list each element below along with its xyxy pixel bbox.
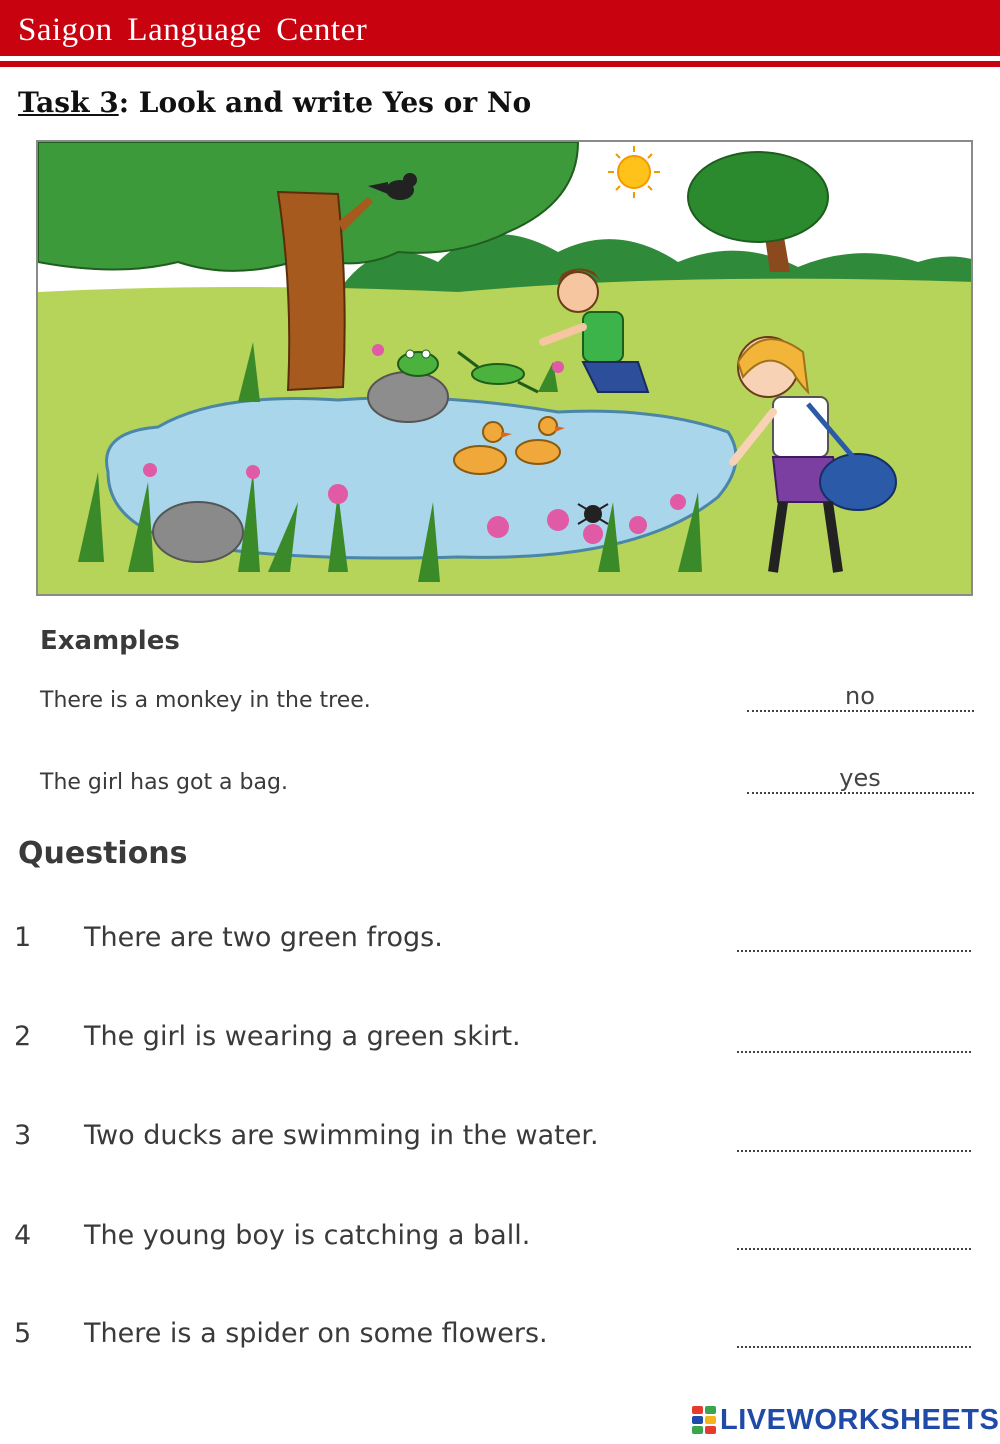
example-text: The girl has got a bag.	[40, 770, 288, 795]
question-text: The girl is wearing a green skirt.	[84, 1021, 521, 1052]
rock-bottom	[153, 502, 243, 562]
example-answer: no	[845, 682, 875, 710]
center-name: Saigon Language Center	[18, 12, 368, 48]
liveworksheets-brand: LIVEWORKSHEETS	[720, 1403, 1000, 1436]
example-answer: yes	[839, 764, 881, 792]
questions-heading: Questions	[18, 836, 188, 871]
question-number: 3	[14, 1120, 32, 1151]
answer-blank[interactable]	[737, 1150, 971, 1152]
task-instruction: : Look and write Yes or No	[118, 86, 532, 119]
answer-line	[747, 710, 974, 712]
question-text: The young boy is catching a ball.	[84, 1220, 531, 1251]
examples-heading: Examples	[40, 626, 180, 656]
task-title	[18, 86, 531, 119]
answer-blank[interactable]	[737, 950, 971, 952]
liveworksheets-icon	[692, 1406, 716, 1434]
header-bar	[0, 0, 1000, 56]
header-divider	[0, 61, 1000, 67]
question-number: 5	[14, 1318, 32, 1349]
question-text: There is a spider on some flowers.	[84, 1318, 548, 1349]
answer-line	[747, 792, 974, 794]
question-number: 4	[14, 1220, 32, 1251]
task-label: Task 3	[18, 86, 119, 119]
question-number: 2	[14, 1021, 32, 1052]
scene-svg	[38, 142, 973, 596]
answer-blank[interactable]	[737, 1248, 971, 1250]
answer-blank[interactable]	[737, 1346, 971, 1348]
answer-blank[interactable]	[737, 1051, 971, 1053]
question-text: Two ducks are swimming in the water.	[84, 1120, 599, 1151]
park-pond-illustration	[36, 140, 973, 596]
liveworksheets-logo[interactable]	[692, 1403, 999, 1437]
question-number: 1	[14, 922, 32, 953]
rock-top	[368, 372, 448, 422]
question-text: There are two green frogs.	[84, 922, 443, 953]
example-text: There is a monkey in the tree.	[40, 688, 371, 713]
